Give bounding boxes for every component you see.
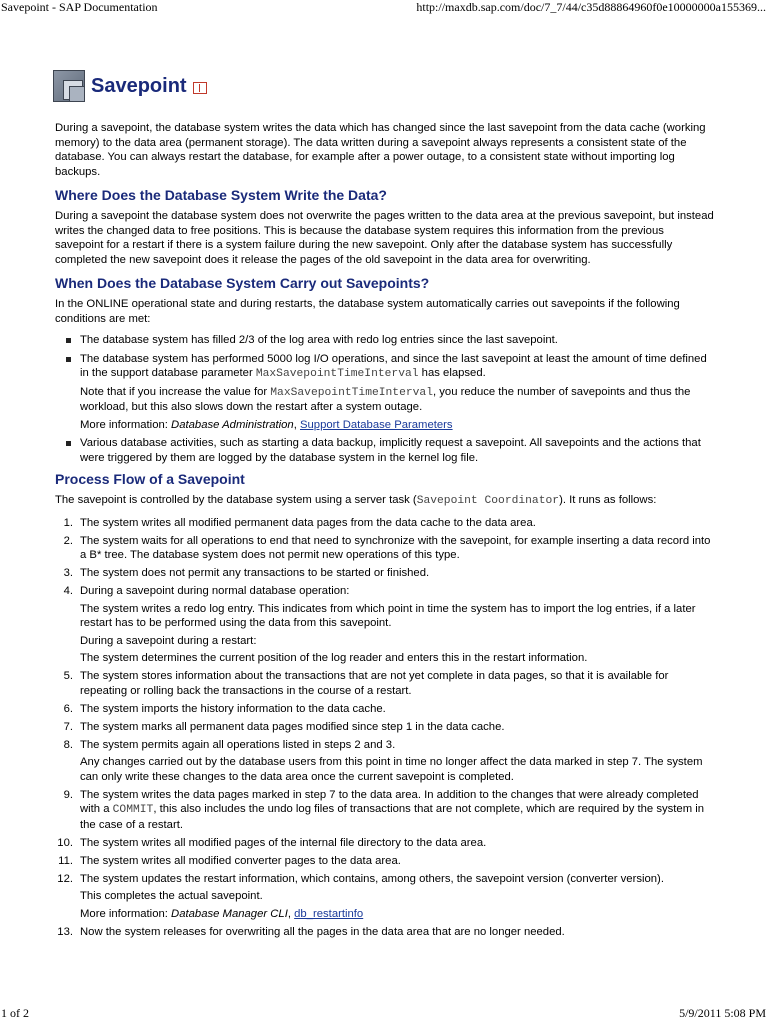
page-title: Savepoint — [91, 74, 187, 97]
list-item: The database system has performed 5000 log I/O operations, and since the last savepoint at least the amount of time defined in the support database parameter MaxSavepointTimeInterval has elapsed. Note that if you increase the value for MaxSavepointTimeInterval, you reduce the number of savepoints and thus the workload, but this also slows down the restart after a system outage. More information: Database Administration, Support Database Parameters — [55, 352, 715, 433]
print-header-url: http://maxdb.sap.com/doc/7_7/44/c35d88864960f0e10000000a155369... — [416, 0, 766, 14]
step-item: 1. The system writes all modified permanent data pages from the data cache to the data area. — [63, 516, 536, 529]
steps-list — [55, 516, 715, 940]
code-param: MaxSavepointTimeInterval — [255, 368, 419, 380]
print-header-title: Savepoint - SAP Documentation — [1, 0, 158, 14]
print-datetime: 5/9/2011 5:08 PM — [679, 1006, 766, 1020]
document-icon — [53, 70, 85, 102]
step-item: 8. The system permits again all operations listed in steps 2 and 3. Any changes carried out by the database users from this point in time no longer affect the data marked in step 7. The system can only write these changes to the data area once the current savepoint is completed. — [63, 738, 703, 783]
code-param: MaxSavepointTimeInterval — [270, 386, 433, 399]
step-item: 2. The system waits for all operations to end that need to synchronize with the savepoint, for example inserting a data record into a B* tree. The database system does not permit new operations of this type. — [63, 534, 711, 561]
heading-flow: Process Flow of a Savepoint — [55, 471, 245, 487]
support-db-params-link[interactable]: Support Database Parameters — [299, 418, 453, 431]
step-item: 5. The system stores information about the transactions that are not yet complete in data pages, so that it is available for repeating or rolling back the transactions in the course of a restart. — [63, 670, 669, 697]
db-restartinfo-link[interactable]: db_restartinfo — [294, 907, 364, 920]
document-content — [55, 64, 715, 943]
note-paragraph: Note that if you increase the value for MaxSavepointTimeInterval, you reduce the number of savepoints and thus the workload, but this also slows down the restart after a system outage. — [80, 385, 691, 413]
step-item: 9. The system writes the data pages marked in step 7 to the data area. In addition to the changes that were already completed with a COMMIT, this also includes the undo log files of transactions that are not complete, which are required by the system in the case of a restart. — [63, 788, 705, 831]
page-number: 1 of 2 — [1, 1006, 29, 1020]
page-title-row — [53, 64, 715, 108]
step-item: 3. The system does not permit any transactions to be started or finished. — [63, 567, 430, 579]
list-item: The database system has filled 2/3 of the log area with redo log entries since the last savepoint. — [55, 333, 715, 348]
step-item: 6. The system imports the history information to the data cache. — [63, 702, 386, 715]
where-paragraph: During a savepoint the database system does not overwrite the pages written to the data area at the previous savepoint, but instead writes the changed data to free positions. This is because the database system requires this information from the previous savepoint for a restart if there is a system failure during the new savepoint. Only after the database system has successfully completed the new savepoint does it release the pages of the old savepoint in the data area for overwriting. — [55, 210, 714, 266]
flow-intro: The savepoint is controlled by the database system using a server task (Savepoint Coordinator). It runs as follows: — [55, 494, 657, 507]
code-task: Savepoint Coordinator — [416, 495, 560, 507]
heading-where: Where Does the Database System Write the Data? — [55, 187, 387, 203]
print-footer — [0, 1006, 768, 1022]
print-header — [0, 0, 768, 16]
more-info: More information: Database Manager CLI, db_restartinfo — [80, 907, 364, 920]
conditions-list — [55, 333, 715, 465]
more-info: More information: Database Administration, Support Database Parameters — [80, 418, 453, 431]
code-commit: COMMIT — [112, 804, 154, 816]
when-intro: In the ONLINE operational state and during restarts, the database system automatically carries out savepoints if the following conditions are met: — [55, 298, 680, 325]
heading-when: When Does the Database System Carry out Savepoints? — [55, 275, 430, 291]
step-item: 13. Now the system releases for overwriting all the pages in the data area that are no longer needed. — [57, 925, 565, 938]
step-item: 12. The system updates the restart information, which contains, among others, the savepoint version (converter version). This completes the actual savepoint. More information: Database Manager CLI, db_restartinfo — [55, 872, 715, 922]
step-item: 4. During a savepoint during normal database operation: The system writes a redo log entry. This indicates from which point in time the system has to import the log entries, if a later restart has to be performed using the data from this savepoint. During a savepoint during a restart: The system determines the current position of the log reader and enters this in the restart information. — [63, 585, 696, 664]
step-item: 7. The system marks all permanent data pages modified since step 1 in the data cache. — [63, 720, 505, 733]
intro-paragraph: During a savepoint, the database system writes the data which has changed since the last savepoint from the data cache (working memory) to the data area (permanent storage). The data written during a savepoint always represents a consistent state of the database. You can always restart the database, for example after a power outage, to a consistent state without importing log backups. — [55, 122, 706, 178]
list-item: Various database activities, such as starting a data backup, implicitly request a savepoint. All savepoints and the actions that were triggered by them are logged by the database system in the kernel log file. — [55, 436, 715, 465]
step-item: 10. The system writes all modified pages of the internal file directory to the data area. — [57, 836, 487, 849]
expand-icon[interactable] — [193, 82, 207, 94]
step-item: 11. The system writes all modified converter pages to the data area. — [58, 854, 401, 867]
